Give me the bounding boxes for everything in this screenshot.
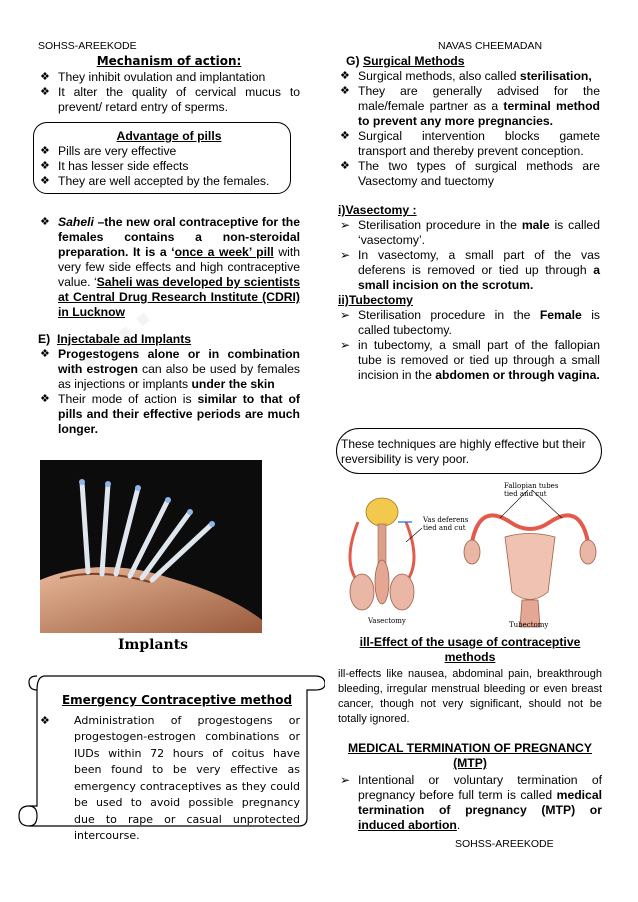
vasectomy-item: ➢ In vasectomy, a small part of the vas deferens is removed or tied up through a small incision on the scrotum. (340, 248, 600, 292)
advantage-title: Advantage of pills (116, 129, 222, 143)
diamond-bullet-icon: ❖ (40, 216, 50, 228)
right-column (338, 54, 600, 383)
saheli-paragraph: ❖ Saheli –the new oral contraceptive for the females contains a non-steroidal preparation. It is a ‘once a week’ pill with very few side effects and high contraceptive value. ‘Saheli was developed by scientists at Central Drug Research Institute (CDRI) in Lucknow (40, 215, 301, 319)
surgical-item: ❖ Surgical intervention blocks gamete transport and thereby prevent conception. (340, 129, 600, 158)
vasectomy-diagram (350, 498, 422, 610)
diamond-bullet-icon: ❖ (40, 713, 50, 727)
ill-effect-section (338, 635, 602, 833)
arrow-bullet-icon: ➢ (340, 248, 351, 262)
advantage-item: ❖ It has lesser side effects (40, 159, 189, 173)
diamond-bullet-icon: ❖ (40, 145, 50, 157)
diamond-bullet-icon: ❖ (340, 85, 350, 97)
left-column (38, 54, 300, 437)
emergency-item: ❖ Administration of progestogens or progestogen-estrogen combinations or IUDs within 72 hours of coitus have been found to be very effective as emergency contraceptives as they could be used to avoid possible pregnancy due to rape or casual unprotected intercourse. (40, 713, 300, 842)
diamond-bullet-icon: ❖ (340, 130, 350, 142)
ill-effect-title: ill-Effect of the usage of contraceptive methods (359, 635, 581, 664)
tubectomy-item: ➢ in tubectomy, a small part of the fallopian tube is removed or tied up through a small incision in the abdomen or through vagina. (340, 338, 600, 382)
surgical-item: ❖ They are generally advised for the male/female partner as a terminal method to prevent any more pregnancies. (340, 84, 600, 128)
advantage-item: ❖ Pills are very effective (40, 144, 177, 158)
injectable-item: ❖ Progestogens alone or in combination with estrogen can also be used by females as injections or implants under the skin (40, 347, 300, 391)
mechanism-item: ❖ They inhibit ovulation and implantation (40, 70, 266, 84)
tubectomy-item: ➢ Sterilisation procedure in the Female is called tubectomy. (340, 308, 601, 337)
header-left: SOHSS-AREEKODE (38, 40, 137, 52)
arrow-bullet-icon: ➢ (340, 308, 351, 322)
injectable-heading: E) Injectabale ad Implants (38, 332, 192, 346)
implants-caption: Implants (118, 637, 189, 653)
surgical-heading: G) Surgical Methods (346, 54, 465, 68)
mechanism-title: Mechanism of action: (96, 54, 242, 68)
fallopian-label: Fallopian tubes tied and cut (504, 482, 559, 498)
diamond-bullet-icon: ❖ (40, 160, 50, 172)
diamond-bullet-icon: ❖ (40, 393, 50, 405)
mtp-title: MEDICAL TERMINATION OF PREGNANCY (MTP) (348, 741, 592, 770)
implants-illustration (40, 460, 262, 633)
diamond-bullet-icon: ❖ (40, 175, 50, 187)
diamond-bullet-icon: ❖ (40, 348, 50, 360)
surgical-item: ❖ Surgical methods, also called sterilisation, (340, 69, 592, 83)
injectable-item: ❖ Their mode of action is similar to that of pills and their effective periods are much longer. (40, 392, 300, 436)
tubectomy-figure-label: Tubectomy (509, 621, 549, 629)
vas-deferens-label: Vas deferens tied and cut (423, 516, 469, 532)
diamond-bullet-icon: ❖ (340, 160, 350, 172)
tubectomy-title: ii)Tubectomy (338, 293, 413, 307)
surgical-item: ❖ The two types of surgical methods are Vasectomy and tuectomy (340, 159, 600, 188)
diamond-bullet-icon: ❖ (40, 71, 50, 83)
diamond-bullet-icon: ❖ (340, 70, 350, 82)
mechanism-item: ❖ It alter the quality of cervical mucus to prevent/ retard entry of sperms. (40, 85, 300, 114)
arrow-bullet-icon: ➢ (340, 338, 351, 352)
header-right: NAVAS CHEEMADAN (438, 40, 543, 52)
vasectomy-item: ➢ Sterilisation procedure in the male is called ‘vasectomy’. (340, 218, 600, 247)
reversibility-callout (336, 428, 602, 474)
vasectomy-figure-label: Vasectomy (368, 617, 406, 625)
sterilisation-diagram (340, 482, 605, 632)
ill-effect-text: ill-effects like nausea, abdominal pain, breakthrough bleeding, irregular menstrual bleeding or even breast cancer, though not very significant, should not be totally ignored. (338, 668, 602, 725)
footer: SOHSS-AREEKODE (455, 838, 554, 850)
diamond-bullet-icon: ❖ (40, 86, 50, 98)
arrow-bullet-icon: ➢ (340, 773, 351, 787)
emergency-title: Emergency Contraceptive method (61, 693, 293, 707)
implants-photo (40, 460, 262, 633)
tubectomy-diagram (464, 490, 596, 627)
reversibility-text: These techniques are highly effective but their reversibility is very poor. (341, 437, 586, 466)
advantage-box (33, 122, 291, 194)
vasectomy-title: i)Vasectomy : (338, 203, 417, 217)
emergency-box (40, 692, 300, 845)
advantage-item: ❖ They are well accepted by the females. (40, 174, 270, 188)
arrow-bullet-icon: ➢ (340, 218, 351, 232)
mtp-item: ➢ Intentional or voluntary termination of pregnancy before full term is called medical termination of pregnancy (MTP) or induced abortion. (340, 773, 602, 832)
